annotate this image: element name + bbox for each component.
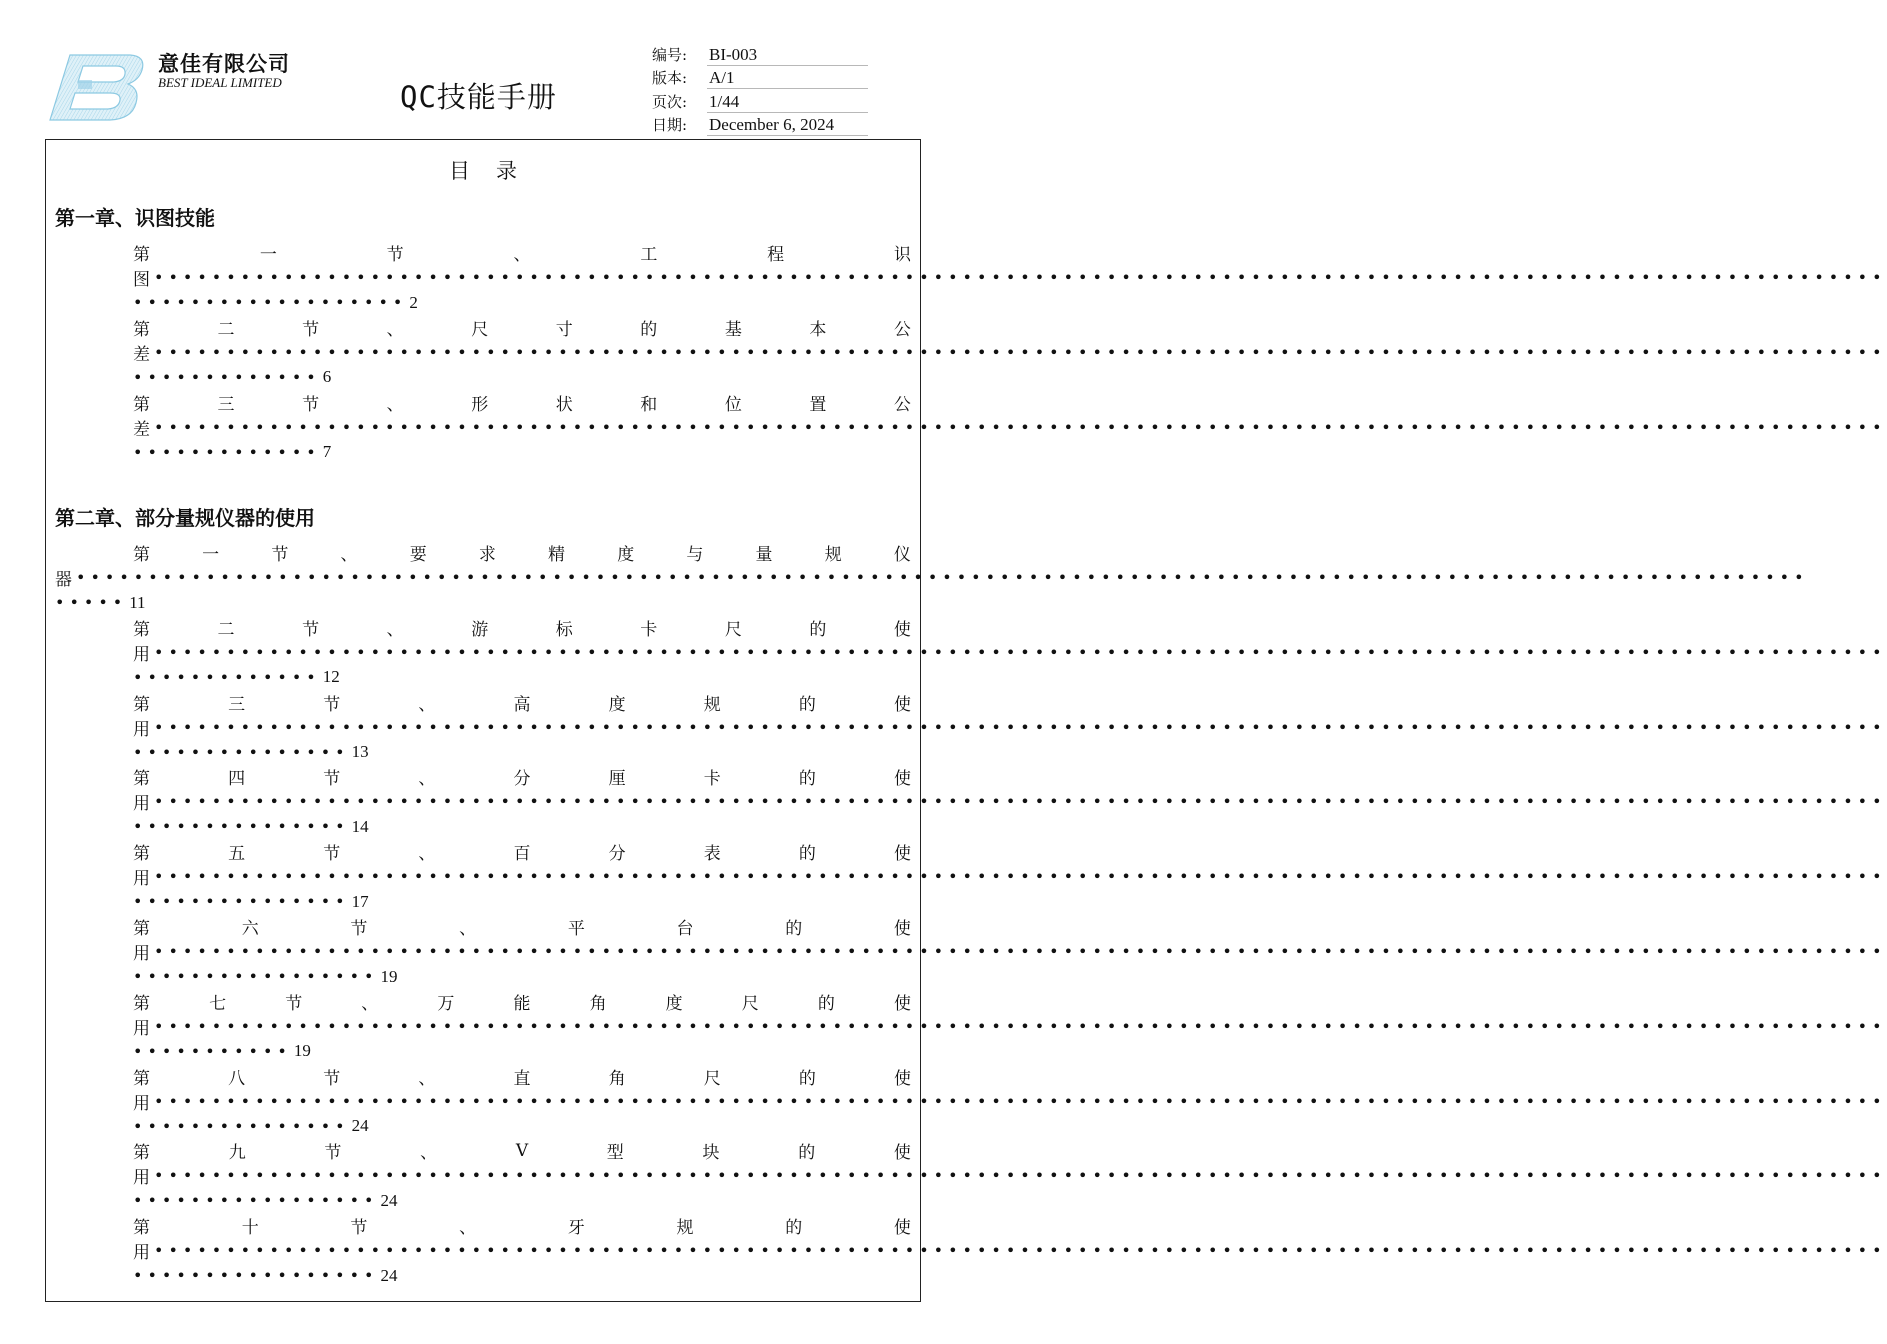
toc-entry-char: 直: [513, 1068, 531, 1089]
toc-entry-last-char: 用: [133, 794, 150, 815]
toc-entry-char: 、: [459, 919, 477, 939]
leader-dots: •••••••••••••: [133, 442, 321, 462]
toc-entry-char: 使: [893, 619, 911, 640]
toc-entry[interactable]: [55, 615, 1887, 690]
toc-entry-char: 度: [608, 694, 626, 715]
toc-entry-char: 程: [767, 245, 785, 265]
toc-entry-last-char: 用: [133, 869, 150, 890]
toc-entry-char: 节: [323, 694, 341, 715]
leader-dots: •••••••••••••••••••: [133, 293, 408, 312]
toc-entry-char: 节: [350, 1218, 368, 1239]
toc-entry[interactable]: [55, 1138, 1887, 1213]
toc-page-number: 11: [129, 592, 146, 612]
leader-dots: •••••••••••••: [133, 367, 321, 387]
leader-dots: ••••••••••••••••••••••••••••••••••••••••••••••••••••••••••••••••••••••••••••••••••••••••••••••••••••••••••••••••••••••••: [154, 942, 1887, 961]
toc-entry-char: 百: [513, 844, 531, 865]
toc-entry-char: 四: [228, 769, 246, 790]
toc-entry-char: V: [515, 1140, 529, 1161]
leader-dots: ••••••••••••••••••••••••••••••••••••••••••••••••••••••••••••••••••••••••••••••••••••••••••••••••••••••••••••••••••••••••: [154, 717, 1887, 737]
toc-entry-char: 第: [133, 319, 150, 340]
leader-dots: •••••••••••••••: [133, 742, 350, 762]
leader-dots: ••••••••••••••••••••••••••••••••••••••••••••••••••••••••••••••••••••••••••••••••••••••••••••••••••••••••••••••••••••••••: [154, 867, 1887, 887]
toc-entry-char: 度: [665, 993, 683, 1014]
toc-entry-last-char: 器: [55, 570, 72, 590]
toc-entry-char: 分: [608, 844, 626, 865]
toc-entry-last-char: 用: [133, 644, 150, 665]
leader-dots: •••••••••••••••: [133, 1116, 350, 1136]
toc-entry-char: 六: [241, 919, 259, 939]
leader-dots: •••••••••••••••: [133, 892, 350, 912]
toc-page-number: 17: [351, 891, 369, 911]
toc-entry-char: 状: [555, 394, 573, 415]
toc-entry-char: 使: [893, 993, 911, 1014]
toc-page-number: 19: [380, 966, 398, 986]
toc-entry-char: 第: [133, 769, 150, 790]
toc-entry-char: 一: [259, 245, 277, 265]
meta-label: 版本:: [652, 69, 688, 87]
toc-entry-char: 公: [893, 319, 911, 340]
leader-dots: ••••••••••••••••••••••••••••••••••••••••••••••••••••••••••••••••••••••••••••••••••••••••••••••••••••••••••••••••••••••••: [154, 268, 1887, 287]
toc-entry-char: 厘: [608, 769, 626, 790]
leader-dots: ••••••••••••••••••••••••••••••••••••••••••••••••••••••••••••••••••••••••••••••••••••••••••••••••••••••••••••••••••••••••: [154, 1241, 1887, 1261]
leader-dots: ••••••••••••••••••••••••••••••••••••••••••••••••••••••••••••••••••••••••••••••••••••••••••••••••••••••••••••••••••••••••: [154, 417, 1887, 437]
leader-dots: ••••••••••••••••••••••••••••••••••••••••••••••••••••••••••••••••••••••••••••••••••••••••••••••••••••••••••••••••••••••••: [154, 642, 1887, 662]
toc-entry-char: 型: [606, 1143, 624, 1164]
company-name-en: BEST IDEAL LIMITED: [158, 75, 282, 90]
toc-entry-char: 第: [133, 844, 150, 865]
toc-entry-char: 第: [133, 694, 150, 715]
toc-entry-char: 十: [241, 1218, 259, 1239]
leader-dots: •••••••••••••••••: [133, 1191, 379, 1211]
toc-entry-char: 表: [703, 844, 721, 865]
toc-page-number: 12: [322, 667, 340, 687]
toc-entry-last-char: 用: [133, 944, 150, 964]
toc-entry-char: 度: [617, 545, 635, 565]
toc-entry-char: 第: [133, 245, 150, 265]
toc-entry-char: 节: [386, 245, 404, 265]
toc-entry[interactable]: [55, 1213, 1887, 1288]
toc-entry-char: 使: [893, 1143, 911, 1164]
toc-entry[interactable]: [55, 540, 1809, 615]
toc-page-number: 14: [351, 816, 369, 836]
meta-row-page: [652, 89, 868, 113]
leader-dots: ••••••••••••••••••••••••••••••••••••••••••••••••••••••••••••••••••••••••••••••••••••••••••••••••••••••••••••••••••••••••: [154, 792, 1887, 812]
toc-page-number: 2: [409, 292, 418, 312]
toc-entry-char: 第: [133, 619, 150, 640]
meta-value: BI-003: [707, 45, 868, 66]
toc-entry-char: 九: [228, 1143, 246, 1164]
document-title: QC技能手册: [400, 80, 557, 114]
toc-entry[interactable]: [55, 914, 1887, 989]
toc-entry[interactable]: [55, 315, 1887, 390]
toc-entry-char: 第: [133, 1068, 150, 1089]
toc-entry-char: 规: [703, 694, 721, 715]
leader-dots: •••••••••••••••••: [133, 967, 379, 986]
leader-dots: •••••••••••: [133, 1041, 292, 1061]
toc-entry-char: 尺: [471, 319, 489, 340]
toc-frame: [45, 139, 1887, 1302]
toc-entry-char: 角: [608, 1068, 626, 1089]
toc-entry-char: 规: [676, 1218, 694, 1239]
leader-dots: ••••••••••••••••••••••••••••••••••••••••••••••••••••••••••••••••••••••••••••••••••••••••••••••••••••••••••••••••••••••••: [154, 1166, 1887, 1186]
toc-entry-char: 仪: [893, 545, 911, 565]
leader-dots: ••••••••••••••••••••••••••••••••••••••••••••••••••••••••••••••••••••••••••••••••••••••••••••••••••••••••••••••••••••••••: [154, 342, 1887, 362]
toc-entry-char: 使: [893, 1218, 911, 1239]
toc-entry-char: 的: [640, 319, 658, 340]
toc-entry[interactable]: [55, 764, 1887, 839]
toc-entry-char: 与: [686, 545, 704, 565]
toc-entry-char: 识: [893, 245, 911, 265]
toc-entry-char: 的: [798, 844, 816, 865]
document-meta: [652, 42, 868, 136]
toc-entry-char: 的: [798, 1143, 816, 1164]
toc-entry-char: 节: [323, 844, 341, 865]
toc-entry-char: 牙: [567, 1218, 585, 1239]
toc-entry[interactable]: [55, 240, 1887, 315]
meta-label: 编号:: [652, 45, 688, 64]
leader-dots: •••••: [55, 593, 128, 612]
toc-entry-char: 节: [323, 769, 341, 790]
company-logo: [48, 50, 148, 125]
toc-page-number: 24: [380, 1190, 398, 1210]
toc-entry-char: 第: [133, 1218, 150, 1239]
toc-entry-char: 游: [471, 619, 489, 640]
toc-entry-char: 的: [798, 694, 816, 715]
toc-entry-char: 二: [217, 619, 235, 640]
toc-entry-char: 尺: [703, 1068, 721, 1089]
toc-page-number: 13: [351, 742, 369, 762]
toc-entry[interactable]: [55, 989, 1887, 1064]
toc-entry[interactable]: [55, 690, 1887, 765]
toc-entry-char: 角: [589, 993, 607, 1014]
toc-entry-char: 一: [202, 545, 220, 565]
toc-entry-char: 节: [323, 1068, 341, 1089]
toc-entry[interactable]: [55, 839, 1887, 914]
toc-entry-char: 节: [324, 1143, 342, 1164]
meta-row-number: [652, 42, 868, 66]
toc-entry-char: 要: [409, 545, 427, 565]
toc-entry-last-char: 用: [133, 1168, 150, 1189]
toc-entry-char: 二: [217, 319, 235, 340]
toc-entry-char: 使: [893, 919, 911, 939]
toc-entry-char: 形: [471, 394, 489, 415]
toc-entry-char: 、: [361, 993, 379, 1014]
toc-entry-char: 使: [894, 694, 911, 715]
leader-dots: ••••••••••••••••••••••••••••••••••••••••••••••••••••••••••••••••••••••••••••••••••••••••••••••••••••••••••••••••••••••••: [154, 1091, 1887, 1111]
toc-entry-last-char: 差: [133, 419, 150, 440]
toc-entry-char: 、: [420, 1143, 438, 1164]
toc-entry-char: 七: [209, 993, 227, 1014]
toc-entry-char: 节: [302, 619, 320, 640]
chapter-heading: 第二章、部分量规仪器的使用: [55, 506, 315, 530]
toc-entry-char: 、: [513, 245, 531, 265]
leader-dots: •••••••••••••••••: [133, 1266, 379, 1286]
toc-title-text: 目录: [449, 159, 543, 183]
toc-page-number: 24: [380, 1265, 398, 1285]
toc-entry-char: 的: [817, 993, 835, 1014]
toc-entry-char: 寸: [555, 319, 573, 340]
leader-dots: ••••••••••••••••••••••••••••••••••••••••••••••••••••••••••••••••••••••••••••••••••••••••••••••••••••••••••••••••••••••••: [154, 1016, 1887, 1036]
toc-entry-char: 使: [894, 844, 911, 865]
toc-title: [46, 155, 920, 185]
toc-entry-char: 、: [418, 694, 436, 715]
toc-entry-char: 基: [724, 319, 742, 340]
toc-entry-last-char: 差: [133, 344, 150, 365]
meta-row-date: [652, 113, 868, 137]
toc-entry-char: 置: [809, 394, 827, 415]
toc-entry-char: 位: [724, 394, 742, 415]
meta-label: 页次:: [652, 92, 688, 111]
toc-page-number: 6: [322, 367, 332, 387]
toc-entry-last-char: 图: [133, 270, 150, 290]
toc-entry-char: 、: [340, 545, 358, 565]
meta-value: 1/44: [707, 92, 868, 113]
toc-entry-char: 第: [133, 993, 150, 1014]
toc-entry-char: 能: [513, 993, 531, 1014]
toc-entry-char: 精: [548, 545, 566, 565]
toc-entry-char: 第: [133, 545, 150, 565]
toc-entry-char: 的: [798, 1068, 816, 1089]
toc-entry-char: 、: [386, 319, 404, 340]
toc-entry-char: 、: [386, 394, 404, 415]
toc-entry-char: 第: [133, 1143, 150, 1164]
meta-row-version: [652, 66, 868, 90]
meta-value: A/1: [707, 68, 868, 89]
toc-entry-char: 块: [702, 1143, 720, 1164]
toc-entry-char: 规: [824, 545, 842, 565]
toc-entry-char: 第: [133, 394, 150, 415]
toc-entry-char: 尺: [724, 619, 742, 640]
toc-entry-char: 分: [513, 769, 531, 790]
toc-entry-char: 节: [285, 993, 303, 1014]
toc-entry-char: 和: [640, 394, 658, 415]
leader-dots: •••••••••••••••: [133, 817, 350, 837]
toc-entry-char: 标: [555, 619, 573, 640]
toc-entry-char: 的: [785, 1218, 803, 1239]
toc-entry-char: 万: [437, 993, 455, 1014]
toc-entry-char: 的: [798, 769, 816, 790]
toc-entry-char: 卡: [640, 619, 658, 640]
toc-entry-char: 的: [785, 919, 803, 939]
toc-entry-char: 八: [228, 1068, 246, 1089]
toc-entry-char: 五: [228, 844, 246, 865]
toc-entry-char: 、: [459, 1218, 477, 1239]
toc-entry-last-char: 用: [133, 1093, 150, 1114]
toc-entry-char: 平: [567, 919, 585, 939]
toc-entry-char: 、: [418, 844, 436, 865]
meta-label: 日期:: [652, 116, 688, 134]
company-name-cn: 意佳有限公司: [158, 51, 290, 76]
toc-entry-char: 、: [418, 769, 436, 790]
toc-entry-char: 的: [809, 619, 827, 640]
toc-entry-last-char: 用: [133, 1018, 150, 1039]
toc-entry-char: 本: [809, 319, 827, 340]
toc-entry-char: 节: [271, 545, 289, 565]
toc-entry-char: 量: [755, 545, 773, 565]
toc-page-number: 7: [322, 442, 332, 462]
toc-entry-char: 卡: [703, 769, 721, 790]
toc-entry-char: 节: [302, 394, 320, 415]
toc-entry-char: 公: [893, 394, 911, 415]
toc-entry-char: 高: [513, 694, 531, 715]
leader-dots: ••••••••••••••••••••••••••••••••••••••••••••••••••••••••••••••••••••••••••••••••••••••••••••••••••••••••••••••••••••••••: [76, 568, 1809, 587]
toc-entry-char: 求: [478, 545, 496, 565]
meta-value: December 6, 2024: [707, 115, 868, 136]
toc-entry-char: 、: [418, 1068, 436, 1089]
toc-entry-char: 第: [133, 919, 150, 939]
toc-entry-char: 使: [894, 769, 911, 790]
toc-entry[interactable]: [55, 390, 1887, 465]
toc-page-number: 19: [293, 1041, 311, 1061]
toc-entry-char: 三: [217, 394, 235, 415]
toc-entry-last-char: 用: [133, 719, 150, 740]
toc-entry-char: 台: [676, 919, 694, 939]
toc-entry-last-char: 用: [133, 1243, 150, 1264]
leader-dots: •••••••••••••: [133, 667, 321, 687]
toc-entry[interactable]: [55, 1064, 1887, 1139]
toc-entry-char: 、: [386, 619, 404, 640]
toc-entry-char: 尺: [741, 993, 759, 1014]
toc-entry-char: 节: [302, 319, 320, 340]
toc-page-number: 24: [351, 1116, 369, 1136]
chapter-heading: 第一章、识图技能: [55, 206, 215, 230]
toc-entry-char: 节: [350, 919, 368, 939]
toc-entry-char: 三: [228, 694, 246, 715]
toc-entry-char: 使: [894, 1068, 911, 1089]
toc-entry-char: 工: [640, 245, 658, 265]
